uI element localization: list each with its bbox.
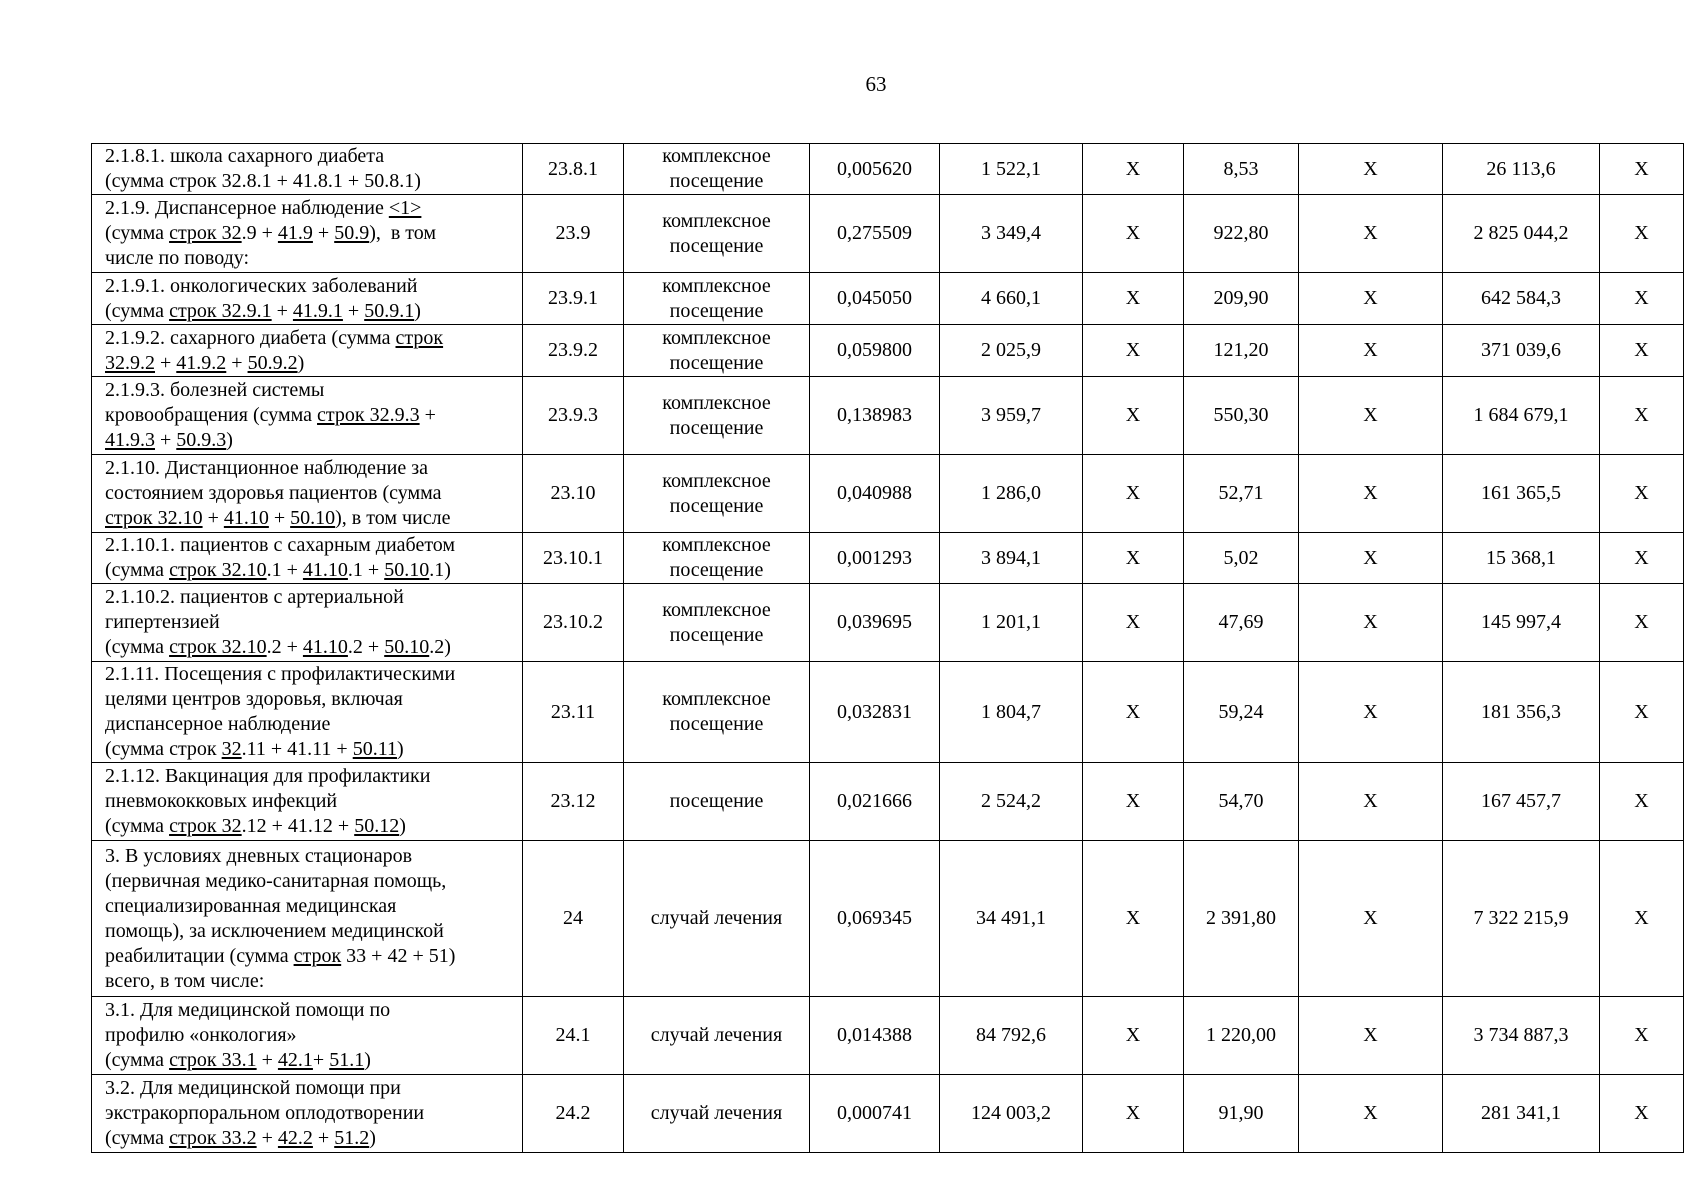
volume-norm: 0,005620	[810, 144, 940, 195]
row-number: 23.11	[523, 662, 624, 763]
volume-norm: 0,001293	[810, 533, 940, 584]
volume-norm: 0,045050	[810, 273, 940, 325]
row-number: 23.9	[523, 195, 624, 273]
cost-norm: 2 025,9	[940, 325, 1083, 377]
x-mark-3: Х	[1600, 662, 1684, 763]
x-mark-2: Х	[1299, 195, 1443, 273]
row-description: 3.1. Для медицинской помощи по профилю «онкология» (сумма строк 33.1 + 42.1+ 51.1)	[92, 997, 523, 1075]
table-row	[92, 455, 1684, 533]
volume-norm: 0,040988	[810, 455, 940, 533]
per-capita-norm: 59,24	[1184, 662, 1299, 763]
x-mark-3: Х	[1600, 584, 1684, 662]
cost-norm: 2 524,2	[940, 763, 1083, 841]
row-description: 2.1.8.1. школа сахарного диабета (сумма строк 32.8.1 + 41.8.1 + 50.8.1)	[92, 144, 523, 195]
x-mark-3: Х	[1600, 455, 1684, 533]
volume-norm: 0,000741	[810, 1075, 940, 1153]
volume-norm: 0,021666	[810, 763, 940, 841]
unit-of-measure: комплексное посещение	[624, 273, 810, 325]
x-mark-3: Х	[1600, 325, 1684, 377]
total-cost: 3 734 887,3	[1443, 997, 1600, 1075]
row-description: 2.1.12. Вакцинация для профилактики пневмококковых инфекций (сумма строк 32.12 + 41.12 + 50.12)	[92, 763, 523, 841]
unit-of-measure: случай лечения	[624, 997, 810, 1075]
x-mark-1: Х	[1083, 455, 1184, 533]
unit-of-measure: комплексное посещение	[624, 144, 810, 195]
volume-norm: 0,014388	[810, 997, 940, 1075]
x-mark-1: Х	[1083, 997, 1184, 1075]
row-description: 2.1.9.2. сахарного диабета (сумма строк 32.9.2 + 41.9.2 + 50.9.2)	[92, 325, 523, 377]
x-mark-1: Х	[1083, 841, 1184, 997]
total-cost: 26 113,6	[1443, 144, 1600, 195]
row-number: 23.9.3	[523, 377, 624, 455]
cost-norm: 1 201,1	[940, 584, 1083, 662]
row-number: 23.10.1	[523, 533, 624, 584]
unit-of-measure: комплексное посещение	[624, 533, 810, 584]
cost-norm: 3 349,4	[940, 195, 1083, 273]
x-mark-2: Х	[1299, 273, 1443, 325]
volume-norm: 0,059800	[810, 325, 940, 377]
table-row	[92, 1075, 1684, 1153]
volume-norm: 0,138983	[810, 377, 940, 455]
cost-norm: 34 491,1	[940, 841, 1083, 997]
table-row	[92, 533, 1684, 584]
cost-norm: 3 894,1	[940, 533, 1083, 584]
x-mark-2: Х	[1299, 763, 1443, 841]
cost-norm: 84 792,6	[940, 997, 1083, 1075]
x-mark-3: Х	[1600, 997, 1684, 1075]
x-mark-2: Х	[1299, 584, 1443, 662]
row-number: 24.2	[523, 1075, 624, 1153]
unit-of-measure: случай лечения	[624, 841, 810, 997]
cost-norm: 1 286,0	[940, 455, 1083, 533]
x-mark-1: Х	[1083, 195, 1184, 273]
per-capita-norm: 47,69	[1184, 584, 1299, 662]
x-mark-3: Х	[1600, 533, 1684, 584]
row-description: 3. В условиях дневных стационаров (первичная медико-санитарная помощь, специализированная медицинская помощь), за исключением медицинской реабилитации (сумма строк 33 + 42 + 51) всего, в том числе:	[92, 841, 523, 997]
per-capita-norm: 550,30	[1184, 377, 1299, 455]
table-row	[92, 997, 1684, 1075]
unit-of-measure: комплексное посещение	[624, 662, 810, 763]
table-row	[92, 584, 1684, 662]
x-mark-1: Х	[1083, 584, 1184, 662]
x-mark-1: Х	[1083, 325, 1184, 377]
table-row	[92, 377, 1684, 455]
row-number: 23.8.1	[523, 144, 624, 195]
x-mark-3: Х	[1600, 841, 1684, 997]
x-mark-3: Х	[1600, 144, 1684, 195]
volume-norm: 0,069345	[810, 841, 940, 997]
x-mark-2: Х	[1299, 1075, 1443, 1153]
row-description: 2.1.9.3. болезней системы кровообращения (сумма строк 32.9.3 + 41.9.3 + 50.9.3)	[92, 377, 523, 455]
x-mark-2: Х	[1299, 662, 1443, 763]
total-cost: 15 368,1	[1443, 533, 1600, 584]
unit-of-measure: комплексное посещение	[624, 325, 810, 377]
per-capita-norm: 121,20	[1184, 325, 1299, 377]
volume-norm: 0,039695	[810, 584, 940, 662]
total-cost: 7 322 215,9	[1443, 841, 1600, 997]
x-mark-2: Х	[1299, 377, 1443, 455]
total-cost: 1 684 679,1	[1443, 377, 1600, 455]
row-number: 23.9.1	[523, 273, 624, 325]
x-mark-1: Х	[1083, 273, 1184, 325]
x-mark-2: Х	[1299, 325, 1443, 377]
table-row	[92, 662, 1684, 763]
total-cost: 371 039,6	[1443, 325, 1600, 377]
x-mark-1: Х	[1083, 1075, 1184, 1153]
per-capita-norm: 91,90	[1184, 1075, 1299, 1153]
row-description: 2.1.10.2. пациентов с артериальной гипертензией (сумма строк 32.10.2 + 41.10.2 + 50.10.2)	[92, 584, 523, 662]
row-description: 3.2. Для медицинской помощи при экстракорпоральном оплодотворении (сумма строк 33.2 + 42.2 + 51.2)	[92, 1075, 523, 1153]
per-capita-norm: 5,02	[1184, 533, 1299, 584]
x-mark-2: Х	[1299, 533, 1443, 584]
x-mark-1: Х	[1083, 662, 1184, 763]
row-number: 23.12	[523, 763, 624, 841]
table-row	[92, 763, 1684, 841]
unit-of-measure: комплексное посещение	[624, 377, 810, 455]
norms-table	[91, 143, 1684, 1153]
row-number: 24	[523, 841, 624, 997]
total-cost: 2 825 044,2	[1443, 195, 1600, 273]
x-mark-3: Х	[1600, 273, 1684, 325]
x-mark-1: Х	[1083, 763, 1184, 841]
x-mark-2: Х	[1299, 841, 1443, 997]
row-number: 24.1	[523, 997, 624, 1075]
x-mark-3: Х	[1600, 195, 1684, 273]
x-mark-2: Х	[1299, 144, 1443, 195]
row-description: 2.1.10. Дистанционное наблюдение за состоянием здоровья пациентов (сумма строк 32.10 + 41.10 + 50.10), в том числе	[92, 455, 523, 533]
cost-norm: 124 003,2	[940, 1075, 1083, 1153]
cost-norm: 1 522,1	[940, 144, 1083, 195]
x-mark-3: Х	[1600, 1075, 1684, 1153]
table-row	[92, 325, 1684, 377]
cost-norm: 4 660,1	[940, 273, 1083, 325]
total-cost: 167 457,7	[1443, 763, 1600, 841]
row-number: 23.9.2	[523, 325, 624, 377]
row-number: 23.10	[523, 455, 624, 533]
cost-norm: 1 804,7	[940, 662, 1083, 763]
table-row	[92, 273, 1684, 325]
unit-of-measure: комплексное посещение	[624, 584, 810, 662]
per-capita-norm: 922,80	[1184, 195, 1299, 273]
x-mark-1: Х	[1083, 533, 1184, 584]
row-description: 2.1.9.1. онкологических заболеваний (сумма строк 32.9.1 + 41.9.1 + 50.9.1)	[92, 273, 523, 325]
x-mark-2: Х	[1299, 455, 1443, 533]
table-row	[92, 144, 1684, 195]
cost-norm: 3 959,7	[940, 377, 1083, 455]
table-row	[92, 195, 1684, 273]
row-description: 2.1.9. Диспансерное наблюдение <1> (сумма строк 32.9 + 41.9 + 50.9), в том числе по поводу:	[92, 195, 523, 273]
x-mark-2: Х	[1299, 997, 1443, 1075]
total-cost: 281 341,1	[1443, 1075, 1600, 1153]
x-mark-3: Х	[1600, 763, 1684, 841]
page-number: 63	[865, 72, 887, 96]
row-number: 23.10.2	[523, 584, 624, 662]
table-body	[92, 144, 1684, 1153]
total-cost: 642 584,3	[1443, 273, 1600, 325]
per-capita-norm: 1 220,00	[1184, 997, 1299, 1075]
unit-of-measure: посещение	[624, 763, 810, 841]
x-mark-3: Х	[1600, 377, 1684, 455]
per-capita-norm: 8,53	[1184, 144, 1299, 195]
row-description: 2.1.11. Посещения с профилактическими целями центров здоровья, включая диспансерное наблюдение (сумма строк 32.11 + 41.11 + 50.11)	[92, 662, 523, 763]
per-capita-norm: 52,71	[1184, 455, 1299, 533]
x-mark-1: Х	[1083, 144, 1184, 195]
per-capita-norm: 2 391,80	[1184, 841, 1299, 997]
total-cost: 181 356,3	[1443, 662, 1600, 763]
volume-norm: 0,275509	[810, 195, 940, 273]
table-row	[92, 841, 1684, 997]
volume-norm: 0,032831	[810, 662, 940, 763]
total-cost: 161 365,5	[1443, 455, 1600, 533]
per-capita-norm: 209,90	[1184, 273, 1299, 325]
unit-of-measure: случай лечения	[624, 1075, 810, 1153]
x-mark-1: Х	[1083, 377, 1184, 455]
total-cost: 145 997,4	[1443, 584, 1600, 662]
unit-of-measure: комплексное посещение	[624, 455, 810, 533]
per-capita-norm: 54,70	[1184, 763, 1299, 841]
unit-of-measure: комплексное посещение	[624, 195, 810, 273]
row-description: 2.1.10.1. пациентов с сахарным диабетом (сумма строк 32.10.1 + 41.10.1 + 50.10.1)	[92, 533, 523, 584]
